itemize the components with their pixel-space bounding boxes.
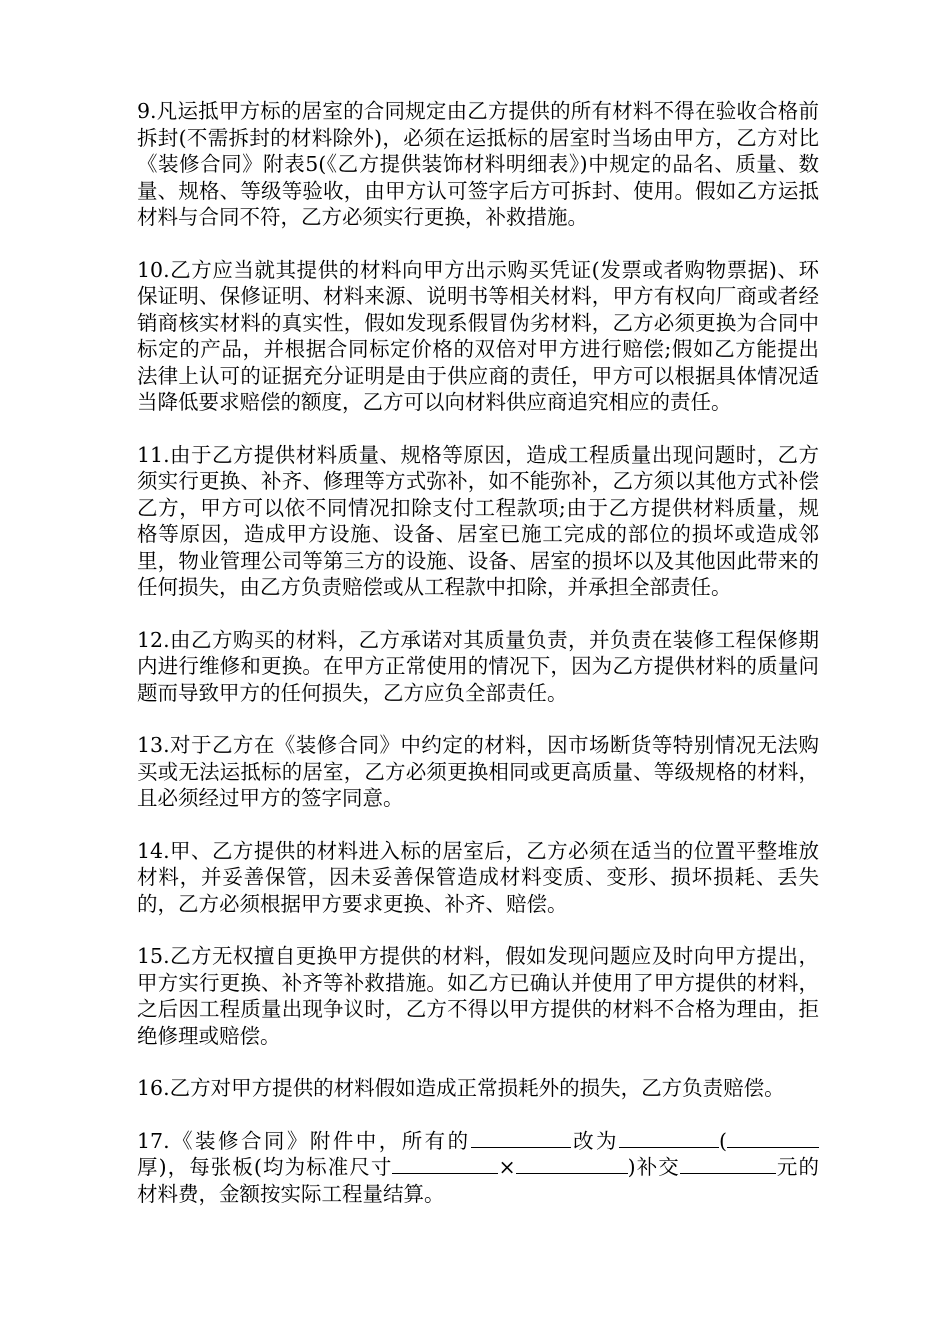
blank-field-thickness <box>727 1129 819 1148</box>
blank-field-size-width <box>392 1155 498 1174</box>
blank-field-amount <box>680 1155 776 1174</box>
clause-13: 13.对于乙方在《装修合同》中约定的材料，因市场断货等特别情况无法购买或无法运抵标的居室，乙方必须更换相同或更高质量、等级规格的材料，且必须经过甲方的签字同意。 <box>137 733 819 810</box>
clause-17-text-7: 元的材料费，金额按实际工程量结算。 <box>137 1155 820 1206</box>
clause-17 <box>137 1128 819 1208</box>
clause-11: 11.由于乙方提供材料质量、规格等原因，造成工程质量出现问题时，乙方须实行更换、补齐、修理等方式弥补，如不能弥补，乙方须以其他方式补偿乙方，甲方可以依不同情况扣除支付工程款项;由于乙方提供材料质量，规格等原因，造成甲方设施、设备、居室已施工完成的部位的损坏或造成邻里，物业管理公司等第三方的设施、设备、居室的损坏以及其他因此带来的任何损失，由乙方负责赔偿或从工程款中扣除，并承担全部责任。 <box>137 442 819 599</box>
clause-12: 12.由乙方购买的材料，乙方承诺对其质量负责，并负责在装修工程保修期内进行维修和更换。在甲方正常使用的情况下，因为乙方提供材料的质量问题而导致甲方的任何损失，乙方应负全部责任。 <box>137 627 819 705</box>
clause-10: 10.乙方应当就其提供的材料向甲方出示购买凭证(发票或者购物票据)、环保证明、保修证明、材料来源、说明书等相关材料，甲方有权向厂商或者经销商核实材料的真实性，假如发现系假冒伪劣材料，乙方必须更换为合同中标定的产品，并根据合同标定价格的双倍对甲方进行赔偿;假如乙方能提出法律上认可的证据充分证明是由于供应商的责任，甲方可以根据具体情况适当降低要求赔偿的额度，乙方可以向材料供应商追究相应的责任。 <box>137 257 819 414</box>
clause-17-text-6: )补交 <box>627 1155 680 1179</box>
clause-17-text-4: 厚)，每张板(均为标准尺寸 <box>137 1155 393 1179</box>
blank-field-size-height <box>516 1155 628 1174</box>
clause-17-text-5: × <box>498 1155 516 1179</box>
clause-17-text-1: 17.《装修合同》附件中，所有的 <box>137 1128 471 1153</box>
clause-16: 16.乙方对甲方提供的材料假如造成正常损耗外的损失，乙方负责赔偿。 <box>137 1076 785 1100</box>
clause-15: 15.乙方无权擅自更换甲方提供的材料，假如发现问题应及时向甲方提出，甲方实行更换、补齐等补救措施。如乙方已确认并使用了甲方提供的材料，之后因工程质量出现争议时，乙方不得以甲方提供的材料不合格为理由，拒绝修理或赔偿。 <box>137 944 819 1048</box>
clause-17-text-2: 改为 <box>570 1128 620 1153</box>
clause-17-text-3: ( <box>719 1128 728 1153</box>
clause-9: 9.凡运抵甲方标的居室的合同规定由乙方提供的所有材料不得在验收合格前拆封(不需拆封的材料除外)，必须在运抵标的居室时当场由甲方，乙方对比《装修合同》附表5(《乙方提供装饰材料明细表》)中规定的品名、质量、数量、规格、等级等验收，由甲方认可签字后方可拆封、使用。假如乙方运抵材料与合同不符，乙方必须实行更换，补救措施。 <box>137 99 819 229</box>
blank-field-material-replacement <box>619 1129 719 1148</box>
blank-field-material-original <box>471 1129 571 1148</box>
clause-14: 14.甲、乙方提供的材料进入标的居室后，乙方必须在适当的位置平整堆放材料，并妥善保管，因未妥善保管造成材料变质、变形、损坏损耗、丢失的，乙方必须根据甲方要求更换、补齐、赔偿。 <box>137 838 819 916</box>
document-page <box>137 98 819 1233</box>
